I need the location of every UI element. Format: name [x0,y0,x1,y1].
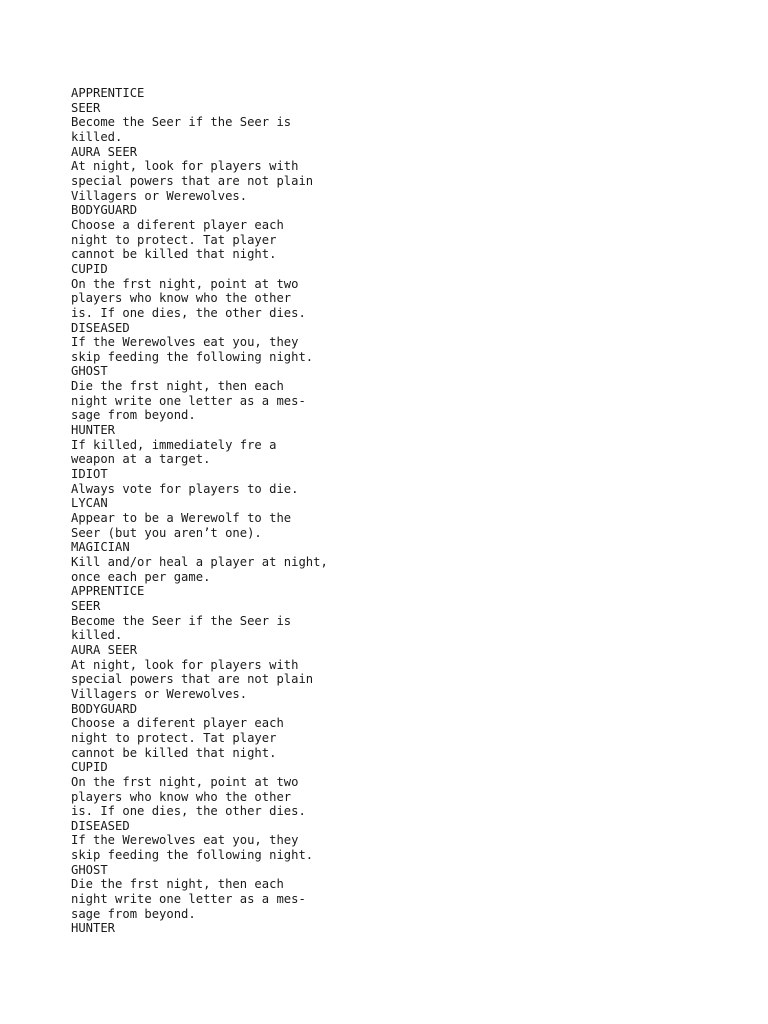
role-description-line: once each per game. [71,569,211,584]
role-name: DISEASED [71,320,130,335]
role-description-line: Villagers or Werewolves. [71,686,248,701]
role-description-line: night write one letter as a mes- [71,393,306,408]
role-description-line: Always vote for players to die. [71,481,299,496]
role-description-line: skip feeding the following night. [71,349,314,364]
role-description-line: night write one letter as a mes- [71,892,306,907]
role-name: CUPID [71,760,108,775]
role-name: GHOST [71,862,108,877]
role-name: BODYGUARD [71,203,138,218]
document-text [71,86,731,936]
role-description-line: killed. [71,129,123,144]
role-description-line: special powers that are not plain [71,173,314,188]
role-description-line: Seer (but you aren’t one). [71,525,262,540]
role-description-line: Choose a diferent player each [71,716,284,731]
role-description-line: killed. [71,628,123,643]
role-description-line: weapon at a target. [71,452,211,467]
role-description-line: night to protect. Tat player [71,232,277,247]
role-description-line: special powers that are not plain [71,672,314,687]
role-name: HUNTER [71,423,116,438]
role-name: GHOST [71,364,108,379]
role-name: HUNTER [71,921,116,936]
role-name: SEER [71,598,101,613]
role-name: SEER [71,100,101,115]
role-description-line: Die the frst night, then each [71,877,284,892]
role-description-line: Appear to be a Werewolf to the [71,511,292,526]
role-name: IDIOT [71,467,108,482]
role-name: AURA SEER [71,144,138,159]
role-description-line: On the frst night, point at two [71,276,299,291]
role-description-line: sage from beyond. [71,906,196,921]
role-name: MAGICIAN [71,540,130,555]
role-description-line: skip feeding the following night. [71,848,314,863]
role-description-line: players who know who the other [71,789,292,804]
role-description-line: At night, look for players with [71,657,299,672]
role-description-line: players who know who the other [71,291,292,306]
role-description-line: If killed, immediately fre a [71,437,277,452]
role-description-line: Villagers or Werewolves. [71,188,248,203]
role-description-line: cannot be killed that night. [71,745,277,760]
role-description-line: Choose a diferent player each [71,217,284,232]
role-description-line: Die the frst night, then each [71,379,284,394]
role-description-line: If the Werewolves eat you, they [71,335,299,350]
role-name: APPRENTICE [71,584,145,599]
role-name: AURA SEER [71,642,138,657]
role-description-line: If the Werewolves eat you, they [71,833,299,848]
role-description-line: sage from beyond. [71,408,196,423]
role-description-line: Become the Seer if the Seer is [71,613,292,628]
role-name: BODYGUARD [71,701,138,716]
role-description-line: cannot be killed that night. [71,247,277,262]
role-description-line: is. If one dies, the other dies. [71,804,306,819]
role-description-line: Become the Seer if the Seer is [71,115,292,130]
role-description-line: is. If one dies, the other dies. [71,305,306,320]
role-description-line: Kill and/or heal a player at night, [71,555,328,569]
document-page [71,86,731,936]
role-name: APPRENTICE [71,86,145,100]
role-description-line: night to protect. Tat player [71,730,277,745]
role-description-line: On the frst night, point at two [71,774,299,789]
role-name: CUPID [71,261,108,276]
role-name: LYCAN [71,496,108,511]
role-name: DISEASED [71,818,130,833]
role-description-line: At night, look for players with [71,159,299,174]
